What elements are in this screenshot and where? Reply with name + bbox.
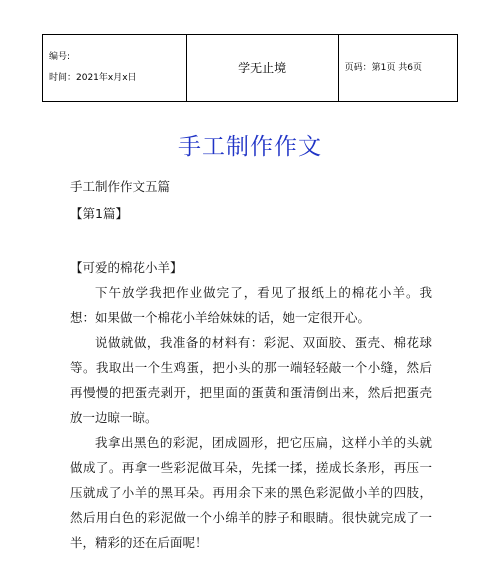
section-marker: 【第1篇】 — [70, 206, 128, 221]
document-date: 时间：2021年x月x日 — [49, 73, 137, 83]
essay-title: 【可爱的棉花小羊】 — [70, 260, 183, 275]
header-meta-cell — [43, 35, 187, 102]
document-header — [42, 34, 458, 102]
document-title: 手工制作作文 — [178, 134, 322, 160]
header-center-title: 学无止境 — [186, 35, 338, 102]
document-number-label: 编号: — [49, 52, 71, 62]
paragraph-1: 下午放学我把作业做完了，看见了报纸上的棉花小羊。我想：如果做一个棉花小羊给妹妹的话，她一定很开心。 — [70, 285, 432, 325]
header-page-info: 页码：第1页 共6页 — [338, 35, 457, 102]
paragraph-2: 说做就做，我准备的材料有：彩泥、双面胶、蛋壳、棉花球等。我取出一个生鸡蛋，把小头的那一端轻轻敲一个小缝，然后再慢慢的把蛋壳剥开，把里面的蛋黄和蛋清倒出来，然后把蛋壳放一边晾一晾。 — [70, 335, 432, 425]
subtitle: 手工制作作文五篇 — [70, 179, 171, 194]
paragraph-3: 我拿出黑色的彩泥，团成圆形，把它压扁，这样小羊的头就做成了。再拿一些彩泥做耳朵，先揉一揉，搓成长条形，再压一压就成了小羊的黑耳朵。再用余下来的黑色彩泥做小羊的四肢，然后用白色的彩泥做一个小绵羊的脖子和眼睛。很快就完成了一半，精彩的还在后面呢！ — [70, 435, 432, 550]
